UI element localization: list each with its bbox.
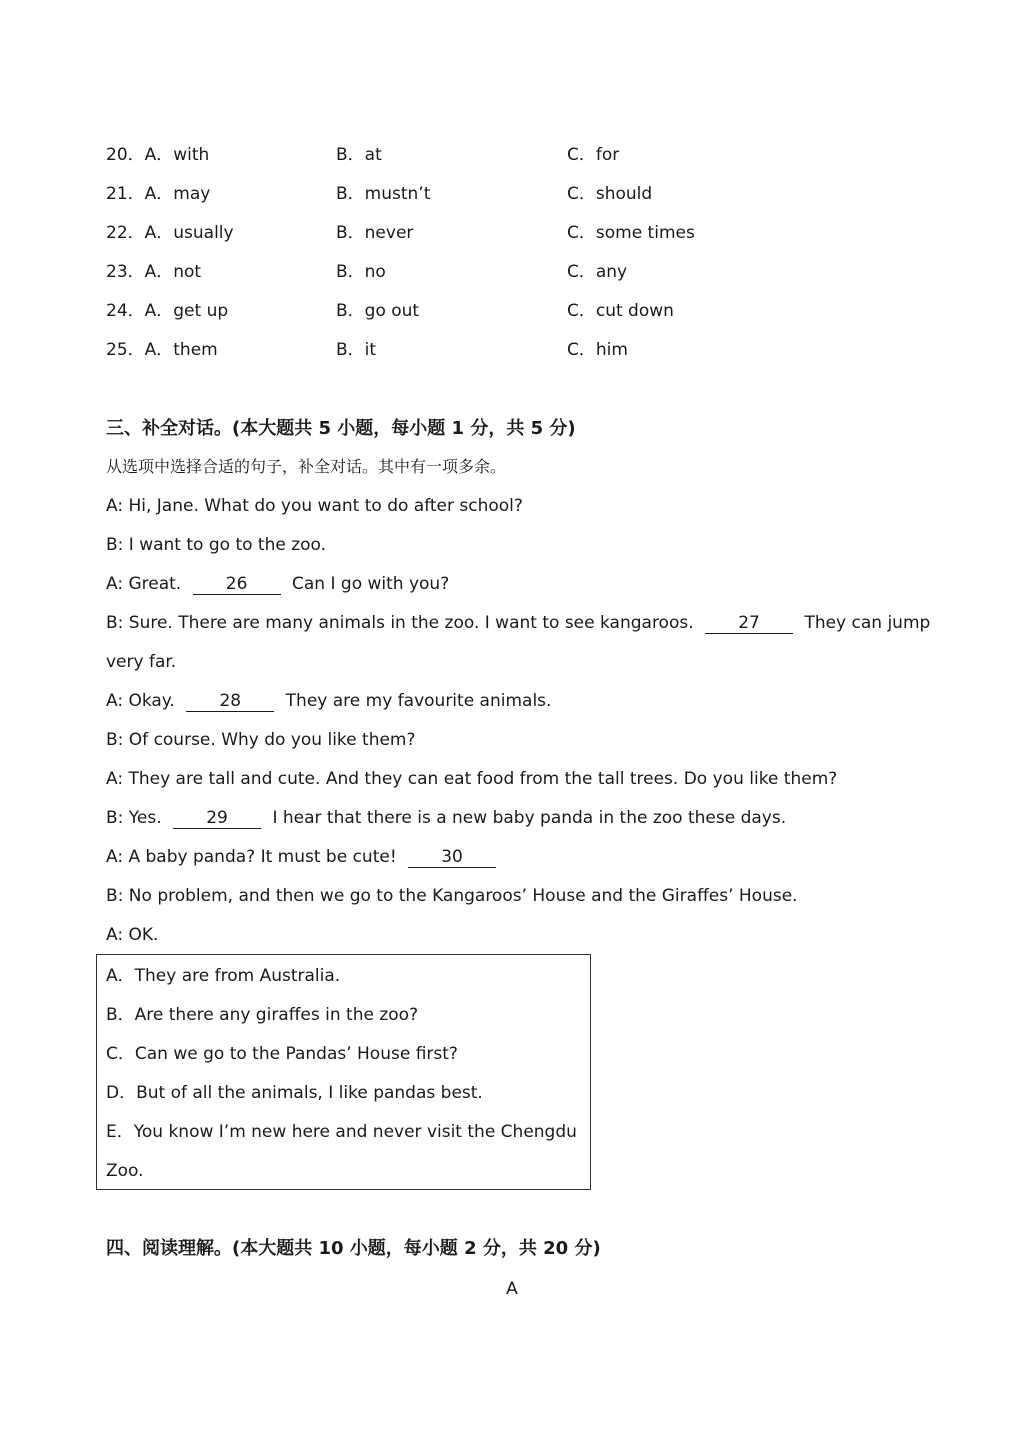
- answer-blank-29: 29: [173, 809, 261, 829]
- option-a: 25．A．them: [106, 340, 218, 360]
- option-b: B．go out: [336, 301, 420, 321]
- option-line-b: B．Are there any giraffes in the zoo?: [106, 1005, 419, 1025]
- dialogue-line-1: A: Hi, Jane. What do you want to do after school?: [106, 496, 523, 516]
- dialogue-text: A: Great.: [106, 574, 182, 594]
- choice-row-25: [106, 339, 906, 361]
- choice-row-22: [106, 222, 906, 244]
- options-box: [96, 954, 591, 1190]
- dialogue-line-11: A: OK.: [106, 925, 159, 945]
- option-line-c: C．Can we go to the Pandas’ House first?: [106, 1044, 458, 1064]
- answer-blank-30: 30: [408, 848, 496, 868]
- option-a: 24．A．get up: [106, 301, 229, 321]
- option-c: C．cut down: [567, 301, 674, 321]
- option-c: C．should: [567, 184, 653, 204]
- option-line-e-cont: Zoo.: [106, 1161, 144, 1181]
- dialogue-line-6: B: Of course. Why do you like them?: [106, 730, 416, 750]
- dialogue-text: A: A baby panda? It must be cute!: [106, 847, 397, 867]
- answer-blank-27: 27: [705, 614, 793, 634]
- option-line-a: A．They are from Australia.: [106, 966, 341, 986]
- option-line-d: D．But of all the animals, I like pandas best.: [106, 1083, 483, 1103]
- option-c: C．any: [567, 262, 628, 282]
- dialogue-line-4: [106, 612, 930, 634]
- dialogue-line-2: B: I want to go to the zoo.: [106, 535, 327, 555]
- dialogue-text: I hear that there is a new baby panda in the zoo these days.: [272, 808, 787, 828]
- dialogue-line-9: [106, 846, 502, 868]
- dialogue-text: A: Okay.: [106, 691, 175, 711]
- option-b: B．no: [336, 262, 386, 282]
- choice-row-23: [106, 261, 906, 283]
- option-b: B．at: [336, 145, 382, 165]
- option-b: B．mustn’t: [336, 184, 431, 204]
- option-a: 22．A．usually: [106, 223, 234, 243]
- passage-label: A: [506, 1279, 518, 1299]
- dialogue-line-8: [106, 807, 786, 829]
- option-c: C．him: [567, 340, 628, 360]
- dialogue-line-3: [106, 573, 449, 595]
- option-c: C．some times: [567, 223, 695, 243]
- choice-row-20: [106, 144, 906, 166]
- option-b: B．never: [336, 223, 414, 243]
- section3-instruction: 从选项中选择合适的句子，补全对话。其中有一项多余。: [106, 457, 507, 476]
- section4-heading: 四、阅读理解。(本大题共 10 小题，每小题 2 分，共 20 分): [106, 1238, 601, 1259]
- dialogue-line-7: A: They are tall and cute. And they can eat food from the tall trees. Do you like them?: [106, 769, 838, 789]
- option-a: 20．A．with: [106, 145, 210, 165]
- dialogue-text: They can jump: [804, 613, 931, 633]
- dialogue-text: B: Sure. There are many animals in the zoo. I want to see kangaroos.: [106, 613, 694, 633]
- section3-heading: 三、补全对话。(本大题共 5 小题，每小题 1 分，共 5 分): [106, 418, 576, 439]
- option-a: 23．A．not: [106, 262, 202, 282]
- option-b: B．it: [336, 340, 377, 360]
- choice-row-24: [106, 300, 906, 322]
- choice-row-21: [106, 183, 906, 205]
- dialogue-line-4-cont: very far.: [106, 652, 177, 672]
- option-line-e: E．You know I’m new here and never visit the Chengdu: [106, 1122, 577, 1142]
- dialogue-line-10: B: No problem, and then we go to the Kangaroos’ House and the Giraffes’ House.: [106, 886, 798, 906]
- dialogue-text: Can I go with you?: [292, 574, 450, 594]
- option-a: 21．A．may: [106, 184, 211, 204]
- dialogue-text: They are my favourite animals.: [285, 691, 552, 711]
- dialogue-line-5: [106, 690, 551, 712]
- answer-blank-26: 26: [193, 575, 281, 595]
- option-c: C．for: [567, 145, 620, 165]
- dialogue-text: B: Yes.: [106, 808, 162, 828]
- answer-blank-28: 28: [186, 692, 274, 712]
